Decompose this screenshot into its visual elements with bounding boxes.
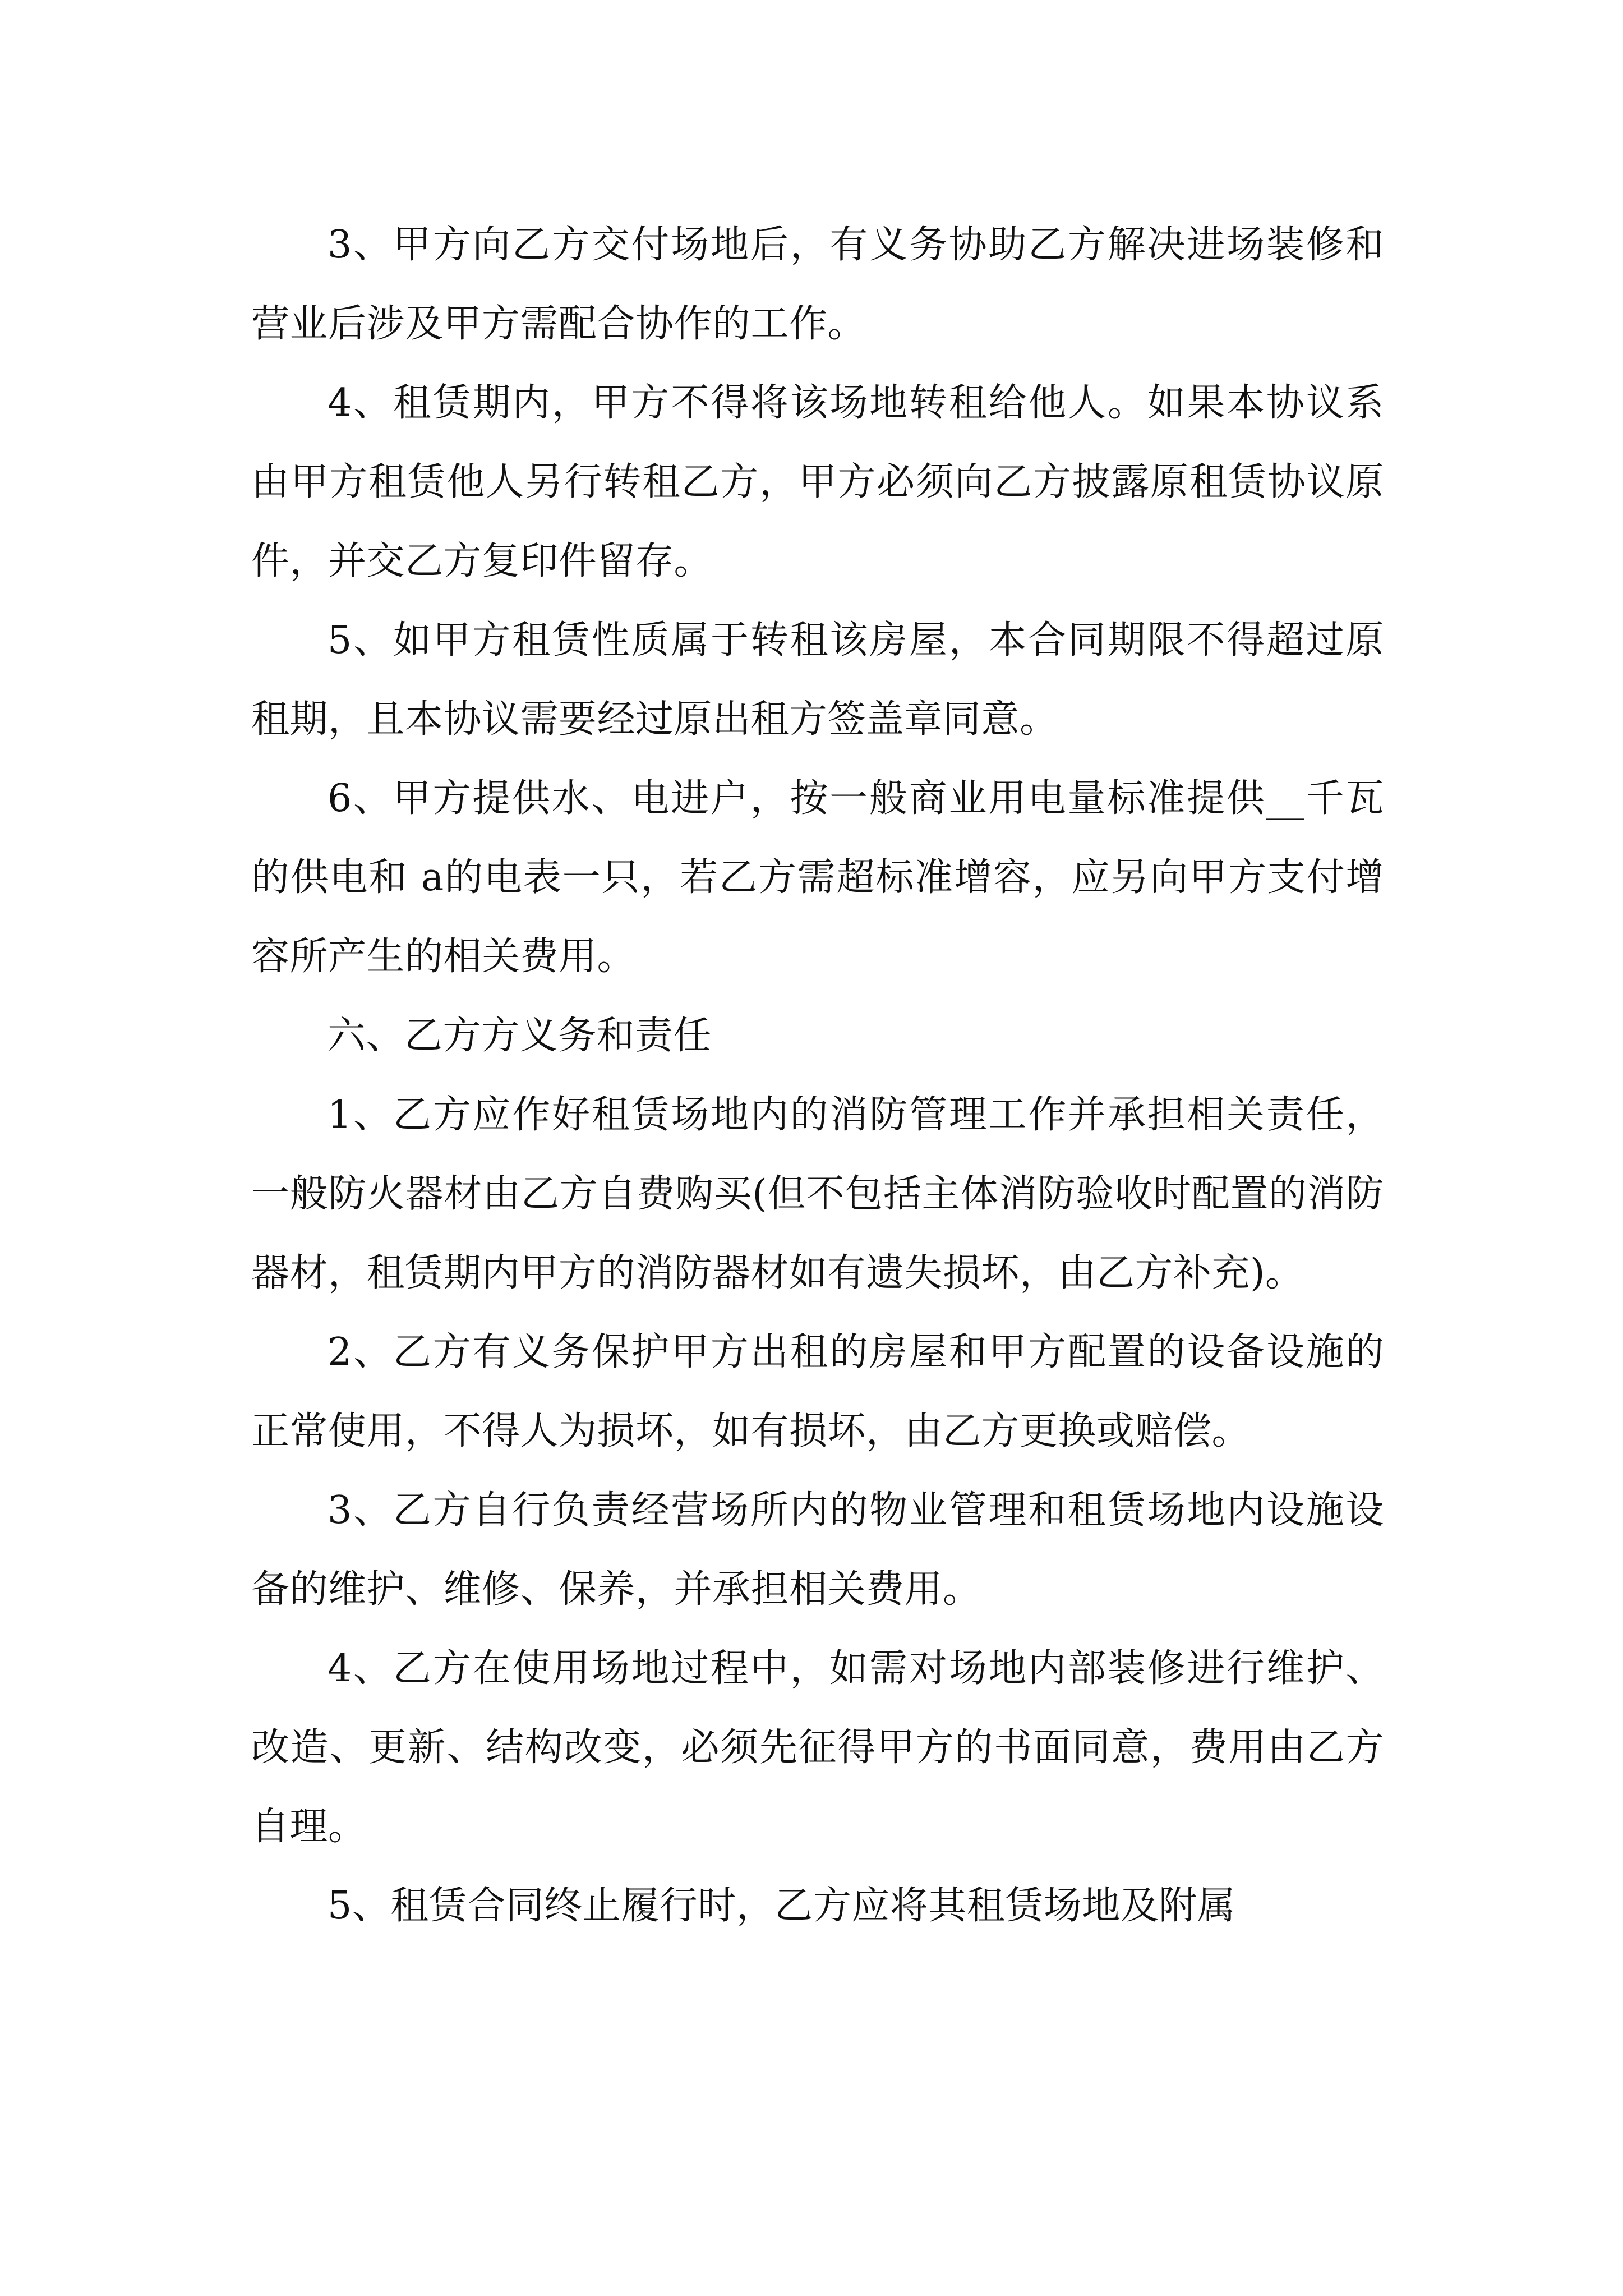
paragraph-lessee-duty-3: 3、乙方自行负责经营场所内的物业管理和租赁场地内设施设备的维护、维修、保养，并承担相关费用。 — [251, 1488, 1384, 1612]
paragraph-lessor-duty-5: 5、如甲方租赁性质属于转租该房屋，本合同期限不得超过原租期，且本协议需要经过原出租方签盖章同意。 — [251, 618, 1384, 742]
paragraph-lessor-duty-3: 3、甲方向乙方交付场地后，有义务协助乙方解决进场装修和营业后涉及甲方需配合协作的工作。 — [251, 223, 1384, 346]
paragraph-lessee-duty-2: 2、乙方有义务保护甲方出租的房屋和甲方配置的设备设施的正常使用，不得人为损坏，如有损坏，由乙方更换或赔偿。 — [251, 1330, 1384, 1453]
paragraph-lessee-duty-1: 1、乙方应作好租赁场地内的消防管理工作并承担相关责任，一般防火器材由乙方自费购买(但不包括主体消防验收时配置的消防器材，租赁期内甲方的消防器材如有遗失损坏，由乙方补充)。 — [251, 1093, 1384, 1295]
paragraph-lessee-duty-5: 5、租赁合同终止履行时，乙方应将其租赁场地及附属 — [328, 1884, 1236, 1928]
paragraph-lessee-duty-4: 4、乙方在使用场地过程中，如需对场地内部装修进行维护、改造、更新、结构改变，必须先征得甲方的书面同意，费用由乙方自理。 — [251, 1646, 1384, 1849]
section-heading-lessee-duties: 六、乙方方义务和责任 — [328, 1014, 712, 1058]
paragraph-lessor-duty-4: 4、租赁期内，甲方不得将该场地转租给他人。如果本协议系由甲方租赁他人另行转租乙方，甲方必须向乙方披露原租赁协议原件，并交乙方复印件留存。 — [251, 381, 1384, 583]
document-body — [251, 205, 1384, 1945]
paragraph-lessor-duty-6: 6、甲方提供水、电进户，按一般商业用电量标准提供__千瓦的供电和 a的电表一只，若乙方需超标准增容，应另向甲方支付增容所产生的相关费用。 — [251, 776, 1384, 979]
